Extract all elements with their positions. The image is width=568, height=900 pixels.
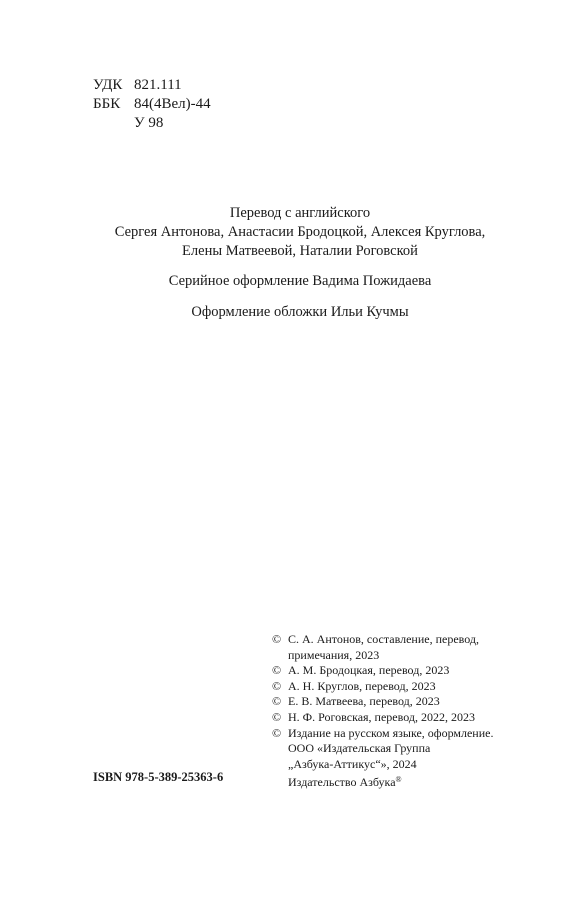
cover-design-credit	[40, 303, 560, 322]
copyright-text: А. Н. Круглов, перевод, 2023	[288, 678, 436, 693]
copyright-text: Н. Ф. Роговская, перевод, 2022, 2023	[288, 709, 475, 724]
translator-names-line: Елены Матвеевой, Наталии Роговской	[182, 243, 418, 259]
series-design-text: Серийное оформление Вадима Пожидаева	[168, 273, 432, 289]
isbn-number: ISBN 978-5-389-25363-6	[93, 770, 224, 784]
copyright-entry	[272, 694, 562, 710]
publisher-name-text: Издательство Азбука	[288, 775, 396, 790]
translation-line: Перевод с английского	[229, 205, 371, 221]
translation-credits	[40, 204, 560, 261]
copyright-block	[272, 632, 562, 791]
copyright-text: С. А. Антонов, составление, перевод,	[288, 632, 480, 646]
translator-names-line: Сергея Антонова, Анастасии Бродоцкой, Алексея Круглова,	[114, 224, 486, 240]
udk-value: 821.111	[134, 77, 182, 93]
copyright-sign: ©	[272, 663, 282, 678]
author-mark-row	[93, 114, 211, 133]
publisher-name	[272, 772, 562, 791]
bbk-row	[93, 95, 211, 114]
udk-label: УДК	[93, 77, 123, 93]
copyright-text: Издание на русском языке, оформление.	[288, 725, 494, 740]
copyright-text-continued: ООО «Издательская Группа	[288, 741, 431, 756]
copyright-entry	[272, 726, 562, 742]
copyright-entry	[272, 663, 562, 679]
copyright-entry	[272, 632, 562, 648]
copyright-sign: ©	[272, 709, 282, 724]
copyright-entry	[272, 710, 562, 726]
copyright-text: Е. В. Матвеева, перевод, 2023	[288, 694, 440, 709]
library-classification	[93, 76, 211, 133]
copyright-text-continued: примечания, 2023	[288, 647, 380, 662]
cover-design-text: Оформление обложки Ильи Кучмы	[191, 304, 409, 320]
copyright-sign: ©	[272, 694, 282, 709]
copyright-text: А. М. Бродоцкая, перевод, 2023	[288, 663, 450, 678]
registered-trademark-mark: ®	[395, 775, 402, 785]
bbk-value: 84(4Вел)-44	[134, 96, 211, 112]
series-design-credit	[40, 272, 560, 291]
copyright-sign: ©	[272, 725, 282, 740]
copyright-sign: ©	[272, 678, 282, 693]
bbk-label: ББК	[93, 96, 121, 112]
copyright-text-continued: „Азбука-Аттикус“», 2024	[288, 756, 417, 771]
copyright-sign: ©	[272, 632, 282, 646]
udk-row	[93, 76, 211, 95]
copyright-entry	[272, 679, 562, 695]
author-mark: У 98	[134, 115, 164, 131]
